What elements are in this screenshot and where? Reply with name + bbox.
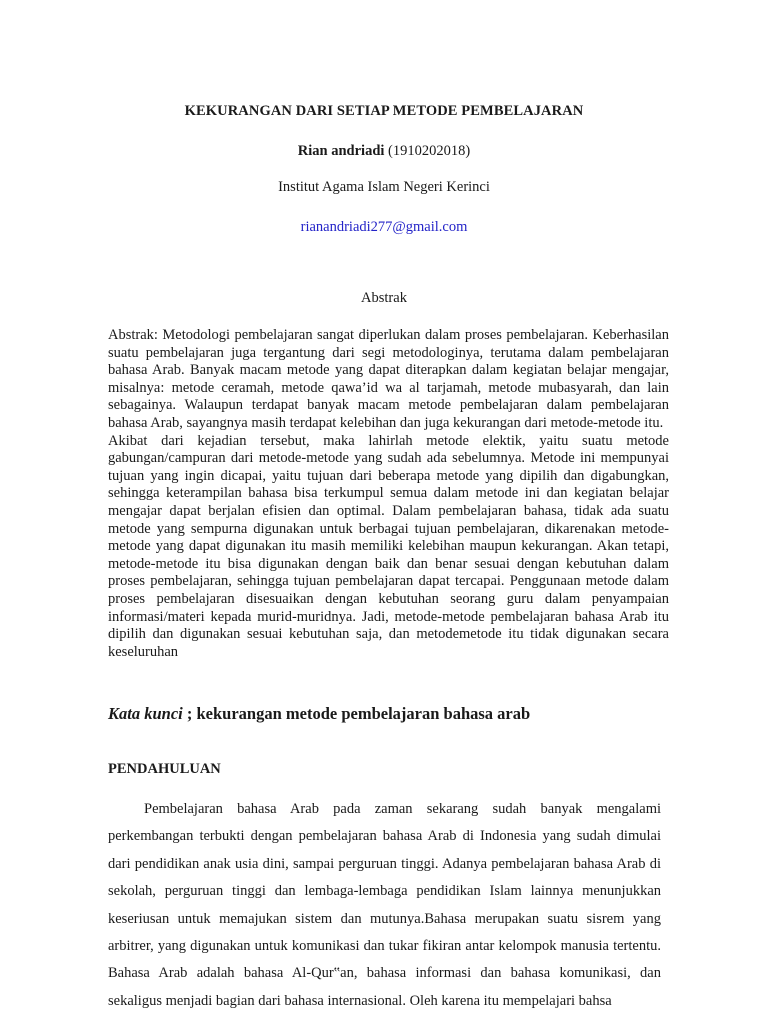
- institution: Institut Agama Islam Negeri Kerinci: [278, 179, 490, 195]
- body-paragraph: Pembelajaran bahasa Arab pada zaman sekarang sudah banyak mengalami perkembangan terbukti dengan pembelajaran bahasa Arab di Indonesia yang sudah dimulai dari pendidikan anak usia dini, sampai perguruan tinggi. Adanya pembelajaran bahasa Arab di sekolah, perguruan tinggi dan lembaga-lembaga pendidikan Islam lainnya menunjukkan keseriusan untuk memajukan sistem dan mutunya.Bahasa merupakan suatu sisrem yang arbitrer, yang digunakan untuk komunikasi dan tukar fikiran antar kelompok manusia tertentu. Bahasa Arab adalah bahasa Al-Qur‟an, bahasa informasi dan bahasa komunikasi, dan sekaligus menjadi bagian dari bahasa internasional. Oleh karena itu mempelajari bahsa: [108, 801, 661, 1009]
- abstract-heading: Abstrak: [361, 290, 407, 306]
- keywords-line: [108, 704, 530, 724]
- keywords-label: Kata kunci: [108, 704, 183, 723]
- author-id: (1910202018): [384, 143, 471, 159]
- keywords-text: ; kekurangan metode pembelajaran bahasa arab: [182, 704, 531, 723]
- abstract-paragraph: Akibat dari kejadian tersebut, maka lahirlah metode elektik, yaitu suatu metode gabungan/campuran dari metode-metode yang sudah ada sebelumnya. Metode ini mempunyai tujuan yang ingin dicapai, yaitu tujuan dari beberapa metode yang dipilih dan digabungkan, sehingga keterampilan bahasa bisa terkumpul semua dalam metode ini dan kegiatan belajar mengajar dapat berjalan efisien dan optimal. Dalam pembelajaran bahasa, tidak ada suatu metode yang sempurna digunakan untuk berbagai tujuan pembelajaran, dikarenakan metode-metode yang dapat digunakan itu masih memiliki kelebihan maupun kekurangan. Akan tetapi, metode-metode itu bisa digunakan dengan baik dan benar sesuai dengan kebutuhan dalam proses pembelajaran, sehingga tujuan pembelajaran dapat tercapai. Penggunaan metode dalam proses pembelajaran disesuaikan dengan kebutuhan seorang guru dalam penyampaian informasi/materi kepada murid-muridnya. Jadi, metode-metode pembelajaran bahasa Arab itu dipilih dan digunakan sesuai kebutuhan saja, dan metodemetode itu tidak digunakan secara keseluruhan: [108, 432, 669, 660]
- abstract-paragraph: Abstrak: Metodologi pembelajaran sangat diperlukan dalam proses pembelajaran. Keberhasilan suatu pembelajaran juga tergantung dari segi metodologinya, terutama dalam pembelajaran bahasa Arab. Banyak macam metode yang dapat diterapkan dalam kegiatan belajar mengajar, misalnya: metode ceramah, metode qawa’id wa al tarjamah, metode mubasyarah, dan lain sebagainya. Walaupun terdapat banyak macam metode pembelajaran dalam pembelajaran bahasa Arab, sayangnya masih terdapat kelebihan dan juga kekurangan dari metode-metode itu.: [108, 327, 669, 431]
- body-text: [108, 796, 661, 1015]
- abstract-body: [108, 327, 669, 661]
- author-line: [0, 143, 768, 160]
- author-name: Rian andriadi: [297, 143, 385, 159]
- email-link[interactable]: rianandriadi277@gmail.com: [300, 219, 468, 235]
- document-title: KEKURANGAN DARI SETIAP METODE PEMBELAJARAN: [184, 103, 584, 119]
- section-heading: PENDAHULUAN: [108, 761, 221, 777]
